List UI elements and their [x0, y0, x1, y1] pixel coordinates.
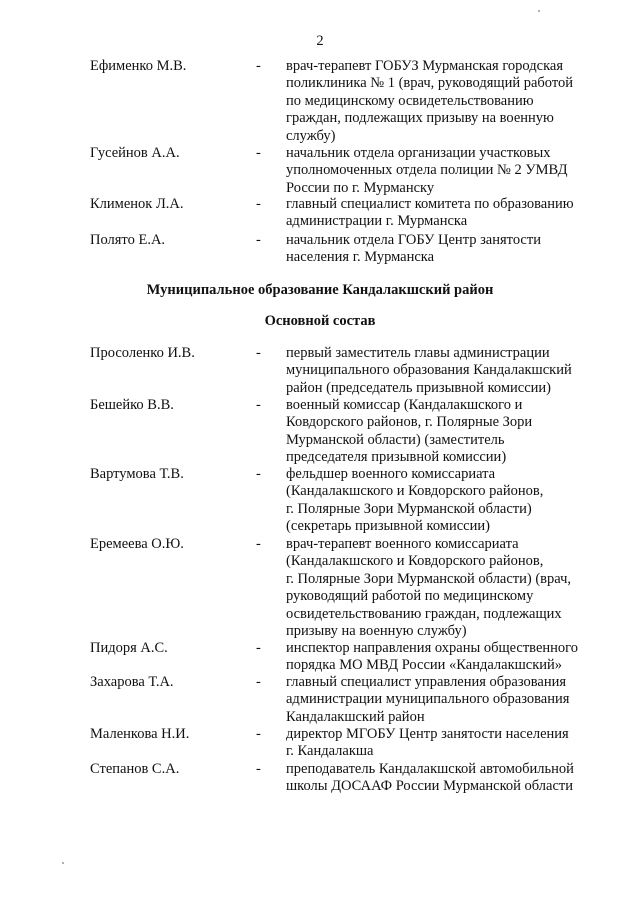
role-line: начальник отдела ГОБУ Центр занятости	[286, 232, 541, 248]
role-line: Кандалакшский район	[286, 708, 425, 725]
dash-separator: -	[256, 536, 261, 552]
scan-speck	[62, 862, 64, 864]
role-line: (секретарь призывной комиссии)	[286, 518, 490, 535]
role-line: Ковдорского районов, г. Полярные Зори	[286, 414, 533, 431]
role-line: г. Полярные Зори Мурманской области)	[286, 500, 532, 517]
page-number: 2	[316, 33, 324, 49]
role-line: России по г. Мурманску	[286, 179, 435, 196]
member-role	[286, 726, 596, 761]
role-line: освидетельствованию граждан, подлежащих	[286, 605, 562, 622]
role-line: Мурманской области) (заместитель	[286, 431, 505, 448]
role-line: призыву на военную службу)	[286, 623, 467, 640]
role-line: населения г. Мурманска	[286, 249, 435, 266]
role-line: первый заместитель главы администрации	[286, 345, 550, 361]
member-role	[286, 196, 596, 231]
member-name: Просоленко И.В.	[90, 345, 195, 361]
role-line: председателя призывной комиссии)	[286, 449, 507, 466]
dash-separator: -	[256, 145, 261, 161]
role-line: преподаватель Кандалакшской автомобильной	[286, 761, 574, 777]
dash-separator: -	[256, 196, 261, 212]
dash-separator: -	[256, 674, 261, 690]
member-role	[286, 145, 596, 197]
member-name: Бешейко В.В.	[90, 397, 174, 413]
member-role	[286, 674, 596, 726]
role-line: директор МГОБУ Центр занятости населения	[286, 726, 569, 742]
role-line: г. Полярные Зори Мурманской области) (врач,	[286, 570, 572, 587]
member-name: Захарова Т.А.	[90, 674, 174, 690]
role-line: поликлиника № 1 (врач, руководящий работой	[286, 75, 573, 92]
member-role	[286, 640, 596, 675]
member-role	[286, 397, 596, 467]
member-name: Ефименко М.В.	[90, 58, 187, 74]
role-line: (Кандалакшского и Ковдорского районов,	[286, 553, 544, 570]
member-role	[286, 232, 596, 267]
role-line: врач-терапевт военного комиссариата	[286, 536, 519, 552]
member-name: Гусейнов А.А.	[90, 145, 180, 161]
role-line: службу)	[286, 127, 336, 144]
member-name: Вартумова Т.В.	[90, 466, 184, 482]
member-role	[286, 58, 596, 145]
role-line: администрации г. Мурманска	[286, 213, 468, 230]
role-line: главный специалист управления образования	[286, 674, 567, 690]
role-line: (Кандалакшского и Ковдорского районов,	[286, 483, 544, 500]
role-line: инспектор направления охраны общественного	[286, 640, 578, 656]
scan-speck	[538, 10, 540, 12]
dash-separator: -	[256, 397, 261, 413]
member-name: Полято Е.А.	[90, 232, 166, 248]
role-line: военный комиссар (Кандалакшского и	[286, 397, 523, 413]
dash-separator: -	[256, 58, 261, 74]
dash-separator: -	[256, 726, 261, 742]
dash-separator: -	[256, 466, 261, 482]
member-role	[286, 345, 596, 397]
role-line: главный специалист комитета по образованию	[286, 196, 574, 212]
role-line: уполномоченных отдела полиции № 2 УМВД	[286, 162, 568, 179]
role-line: врач-терапевт ГОБУЗ Мурманская городская	[286, 58, 563, 74]
role-line: порядка МО МВД России «Кандалакшский»	[286, 657, 563, 674]
dash-separator: -	[256, 232, 261, 248]
subsection-heading: Основной состав	[264, 313, 376, 329]
member-name: Пидоря А.С.	[90, 640, 168, 656]
member-name: Маленкова Н.И.	[90, 726, 190, 742]
role-line: муниципального образования Кандалакшский	[286, 362, 572, 379]
member-name: Степанов С.А.	[90, 761, 180, 777]
role-line: школы ДОСААФ России Мурманской области	[286, 778, 573, 795]
dash-separator: -	[256, 761, 261, 777]
role-line: начальник отдела организации участковых	[286, 145, 551, 161]
role-line: по медицинскому освидетельствованию	[286, 92, 534, 109]
role-line: район (председатель призывной комиссии)	[286, 379, 552, 396]
role-line: г. Кандалакша	[286, 743, 374, 760]
member-name: Еремеева О.Ю.	[90, 536, 184, 552]
role-line: фельдшер военного комиссариата	[286, 466, 496, 482]
member-role	[286, 761, 596, 796]
dash-separator: -	[256, 345, 261, 361]
member-role	[286, 466, 596, 536]
dash-separator: -	[256, 640, 261, 656]
role-line: администрации муниципального образования	[286, 691, 570, 708]
section-heading: Муниципальное образование Кандалакшский район	[146, 282, 494, 298]
role-line: руководящий работой по медицинскому	[286, 588, 534, 605]
member-role	[286, 536, 596, 640]
role-line: граждан, подлежащих призыву на военную	[286, 110, 554, 127]
member-name: Клименок Л.А.	[90, 196, 184, 212]
